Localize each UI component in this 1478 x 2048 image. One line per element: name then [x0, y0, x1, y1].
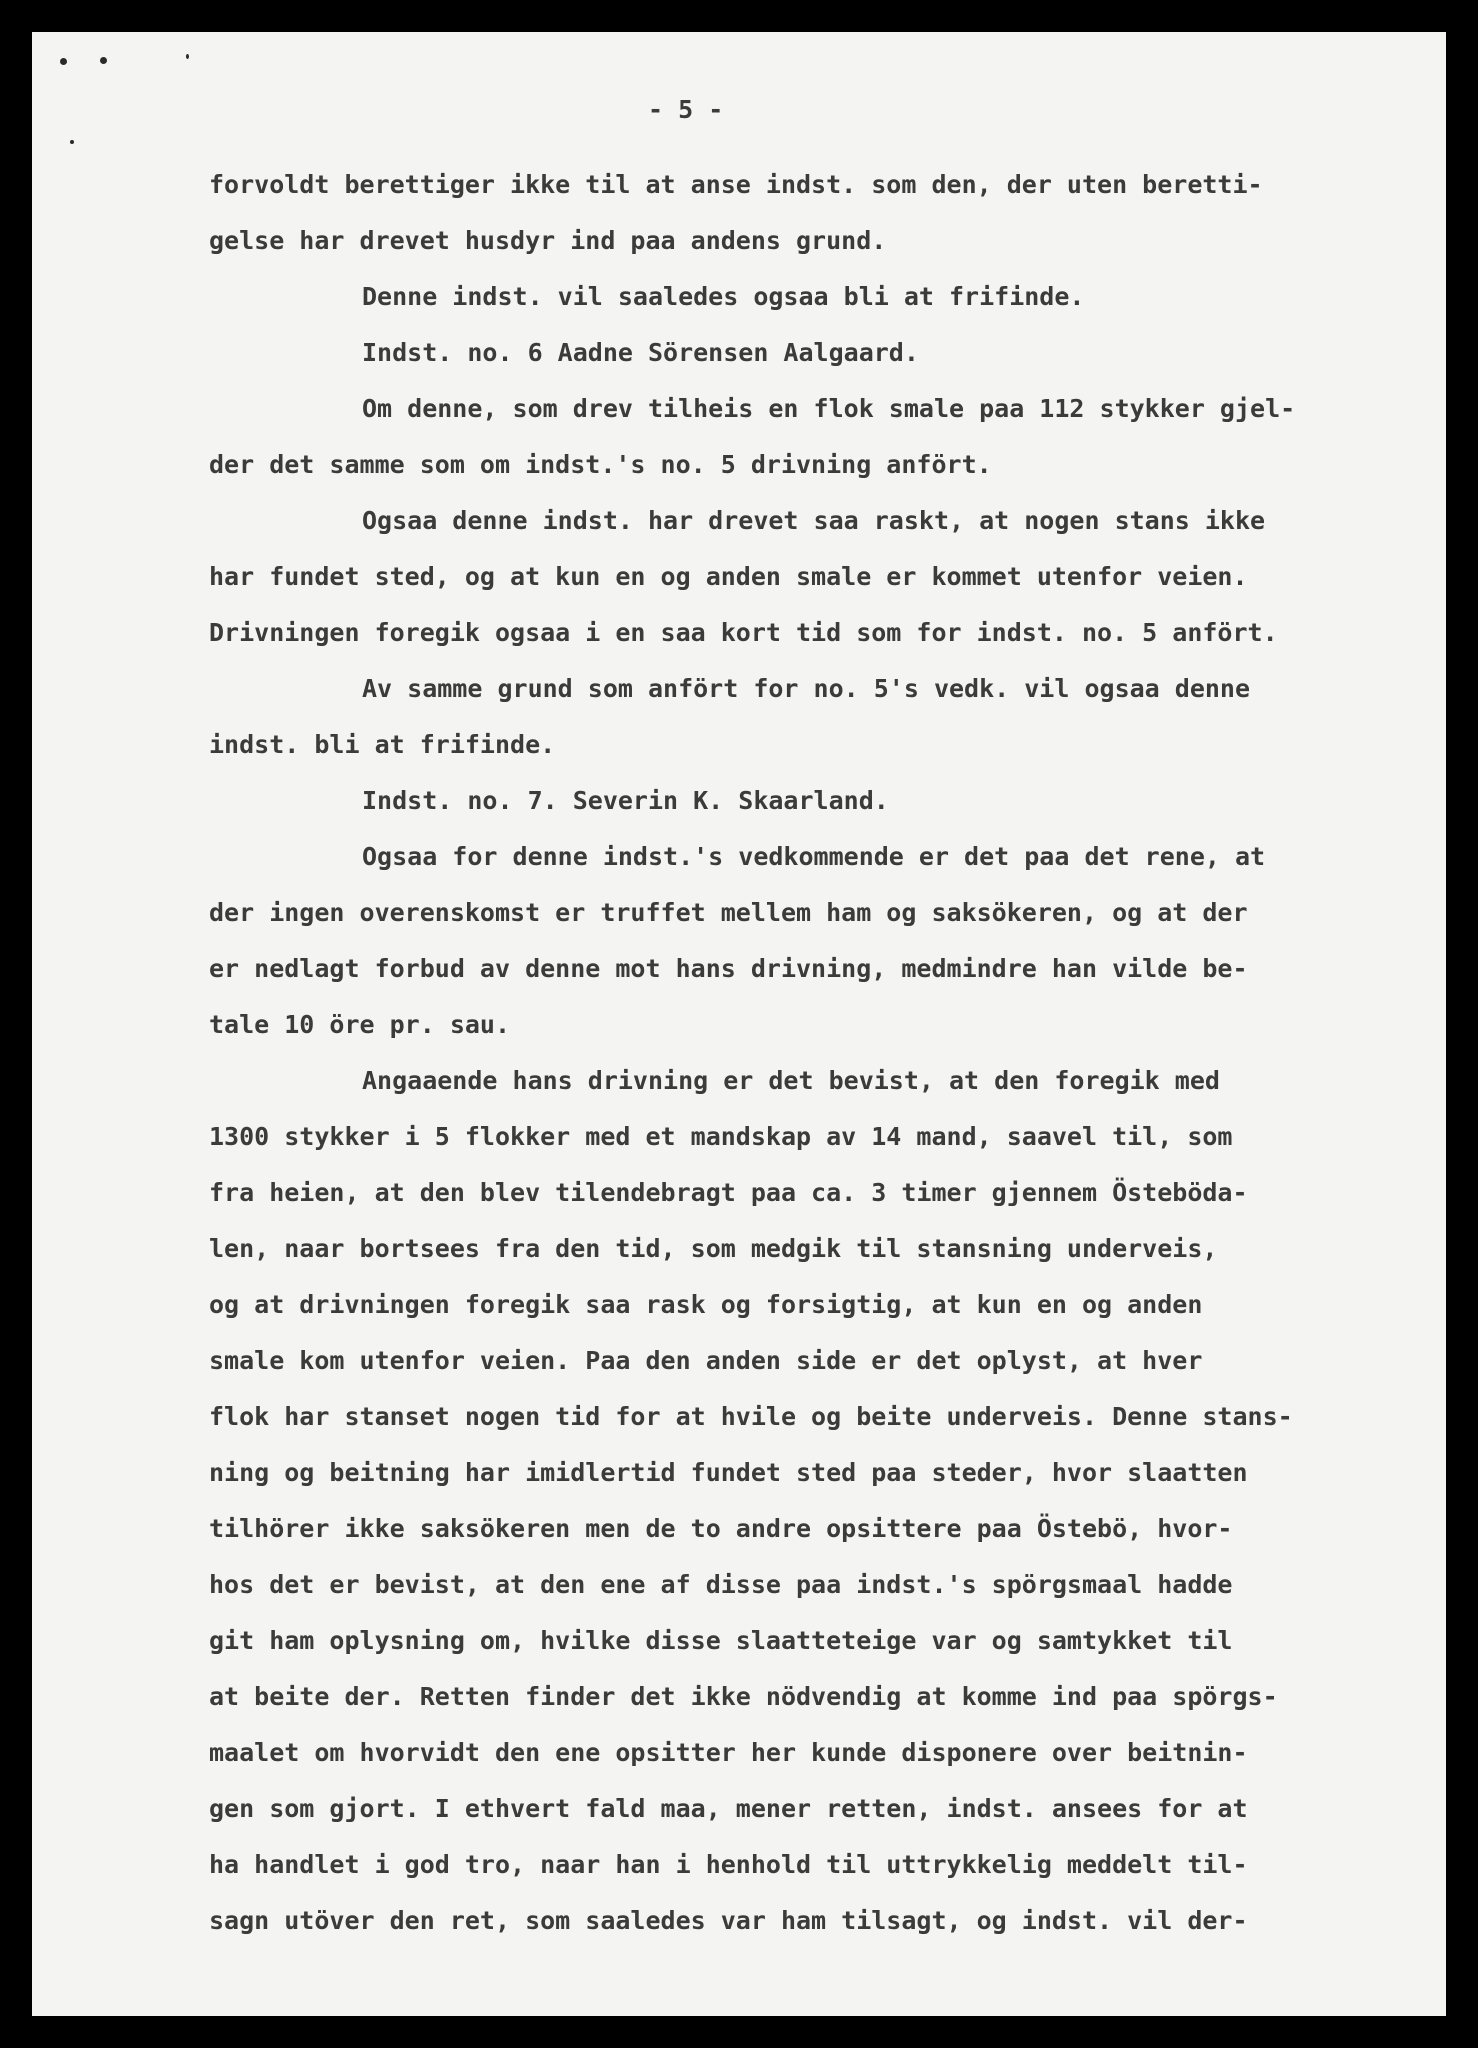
- document-page: [32, 32, 1446, 2016]
- text-line: 1300 stykker i 5 flokker med et mandskap av 14 mand, saavel til, som: [209, 1122, 1233, 1151]
- punch-mark: [186, 54, 189, 59]
- text-line: er nedlagt forbud av denne mot hans drivning, medmindre han vilde be-: [209, 954, 1248, 983]
- text-line: tale 10 öre pr. sau.: [209, 1010, 511, 1039]
- text-line: sagn utöver den ret, som saaledes var ham tilsagt, og indst. vil der-: [209, 1906, 1248, 1935]
- text-line: har fundet sted, og at kun en og anden smale er kommet utenfor veien.: [209, 562, 1248, 591]
- text-line: Indst. no. 7. Severin K. Skaarland.: [362, 786, 889, 815]
- page-number: - 5 -: [648, 95, 724, 124]
- text-line: der det samme som om indst.'s no. 5 drivning anfört.: [209, 450, 992, 479]
- punch-mark: [70, 140, 74, 144]
- text-line: indst. bli at frifinde.: [209, 730, 556, 759]
- punch-mark: [60, 58, 67, 65]
- text-line: ning og beitning har imidlertid fundet sted paa steder, hvor slaatten: [209, 1458, 1248, 1487]
- text-line: maalet om hvorvidt den ene opsitter her kunde disponere over beitnin-: [209, 1738, 1248, 1767]
- text-line: Ogsaa denne indst. har drevet saa raskt, at nogen stans ikke: [362, 506, 1266, 535]
- text-line: flok har stanset nogen tid for at hvile og beite underveis. Denne stans-: [209, 1402, 1293, 1431]
- punch-mark: [100, 57, 107, 64]
- text-line: tilhörer ikke saksökeren men de to andre opsittere paa Östebö, hvor-: [209, 1514, 1233, 1543]
- text-line: len, naar bortsees fra den tid, som medgik til stansning underveis,: [209, 1234, 1218, 1263]
- text-line: at beite der. Retten finder det ikke nödvendig at komme ind paa spörgs-: [209, 1682, 1278, 1711]
- text-line: Denne indst. vil saaledes ogsaa bli at frifinde.: [362, 282, 1085, 311]
- text-line: Av samme grund som anfört for no. 5's vedk. vil ogsaa denne: [362, 674, 1251, 703]
- text-line: og at drivningen foregik saa rask og forsigtig, at kun en og anden: [209, 1290, 1203, 1319]
- text-line: gen som gjort. I ethvert fald maa, mener retten, indst. ansees for at: [209, 1794, 1248, 1823]
- text-line: hos det er bevist, at den ene af disse paa indst.'s spörgsmaal hadde: [209, 1570, 1233, 1599]
- text-line: Drivningen foregik ogsaa i en saa kort tid som for indst. no. 5 anfört.: [209, 618, 1278, 647]
- text-line: git ham oplysning om, hvilke disse slaatteteige var og samtykket til: [209, 1626, 1233, 1655]
- text-line: Om denne, som drev tilheis en flok smale paa 112 stykker gjel-: [362, 394, 1296, 423]
- text-line: Angaaende hans drivning er det bevist, at den foregik med: [362, 1066, 1220, 1095]
- text-line: der ingen overenskomst er truffet mellem ham og saksökeren, og at der: [209, 898, 1248, 927]
- text-line: forvoldt berettiger ikke til at anse indst. som den, der uten beretti-: [209, 170, 1263, 199]
- text-line: Ogsaa for denne indst.'s vedkommende er det paa det rene, at: [362, 842, 1266, 871]
- text-line: Indst. no. 6 Aadne Sörensen Aalgaard.: [362, 338, 919, 367]
- text-line: fra heien, at den blev tilendebragt paa ca. 3 timer gjennem Östebödа-: [209, 1178, 1248, 1207]
- text-line: smale kom utenfor veien. Paa den anden side er det oplyst, at hver: [209, 1346, 1203, 1375]
- text-line: ha handlet i god tro, naar han i henhold til uttrykkelig meddelt til-: [209, 1850, 1248, 1879]
- text-line: gelse har drevet husdyr ind paa andens grund.: [209, 226, 887, 255]
